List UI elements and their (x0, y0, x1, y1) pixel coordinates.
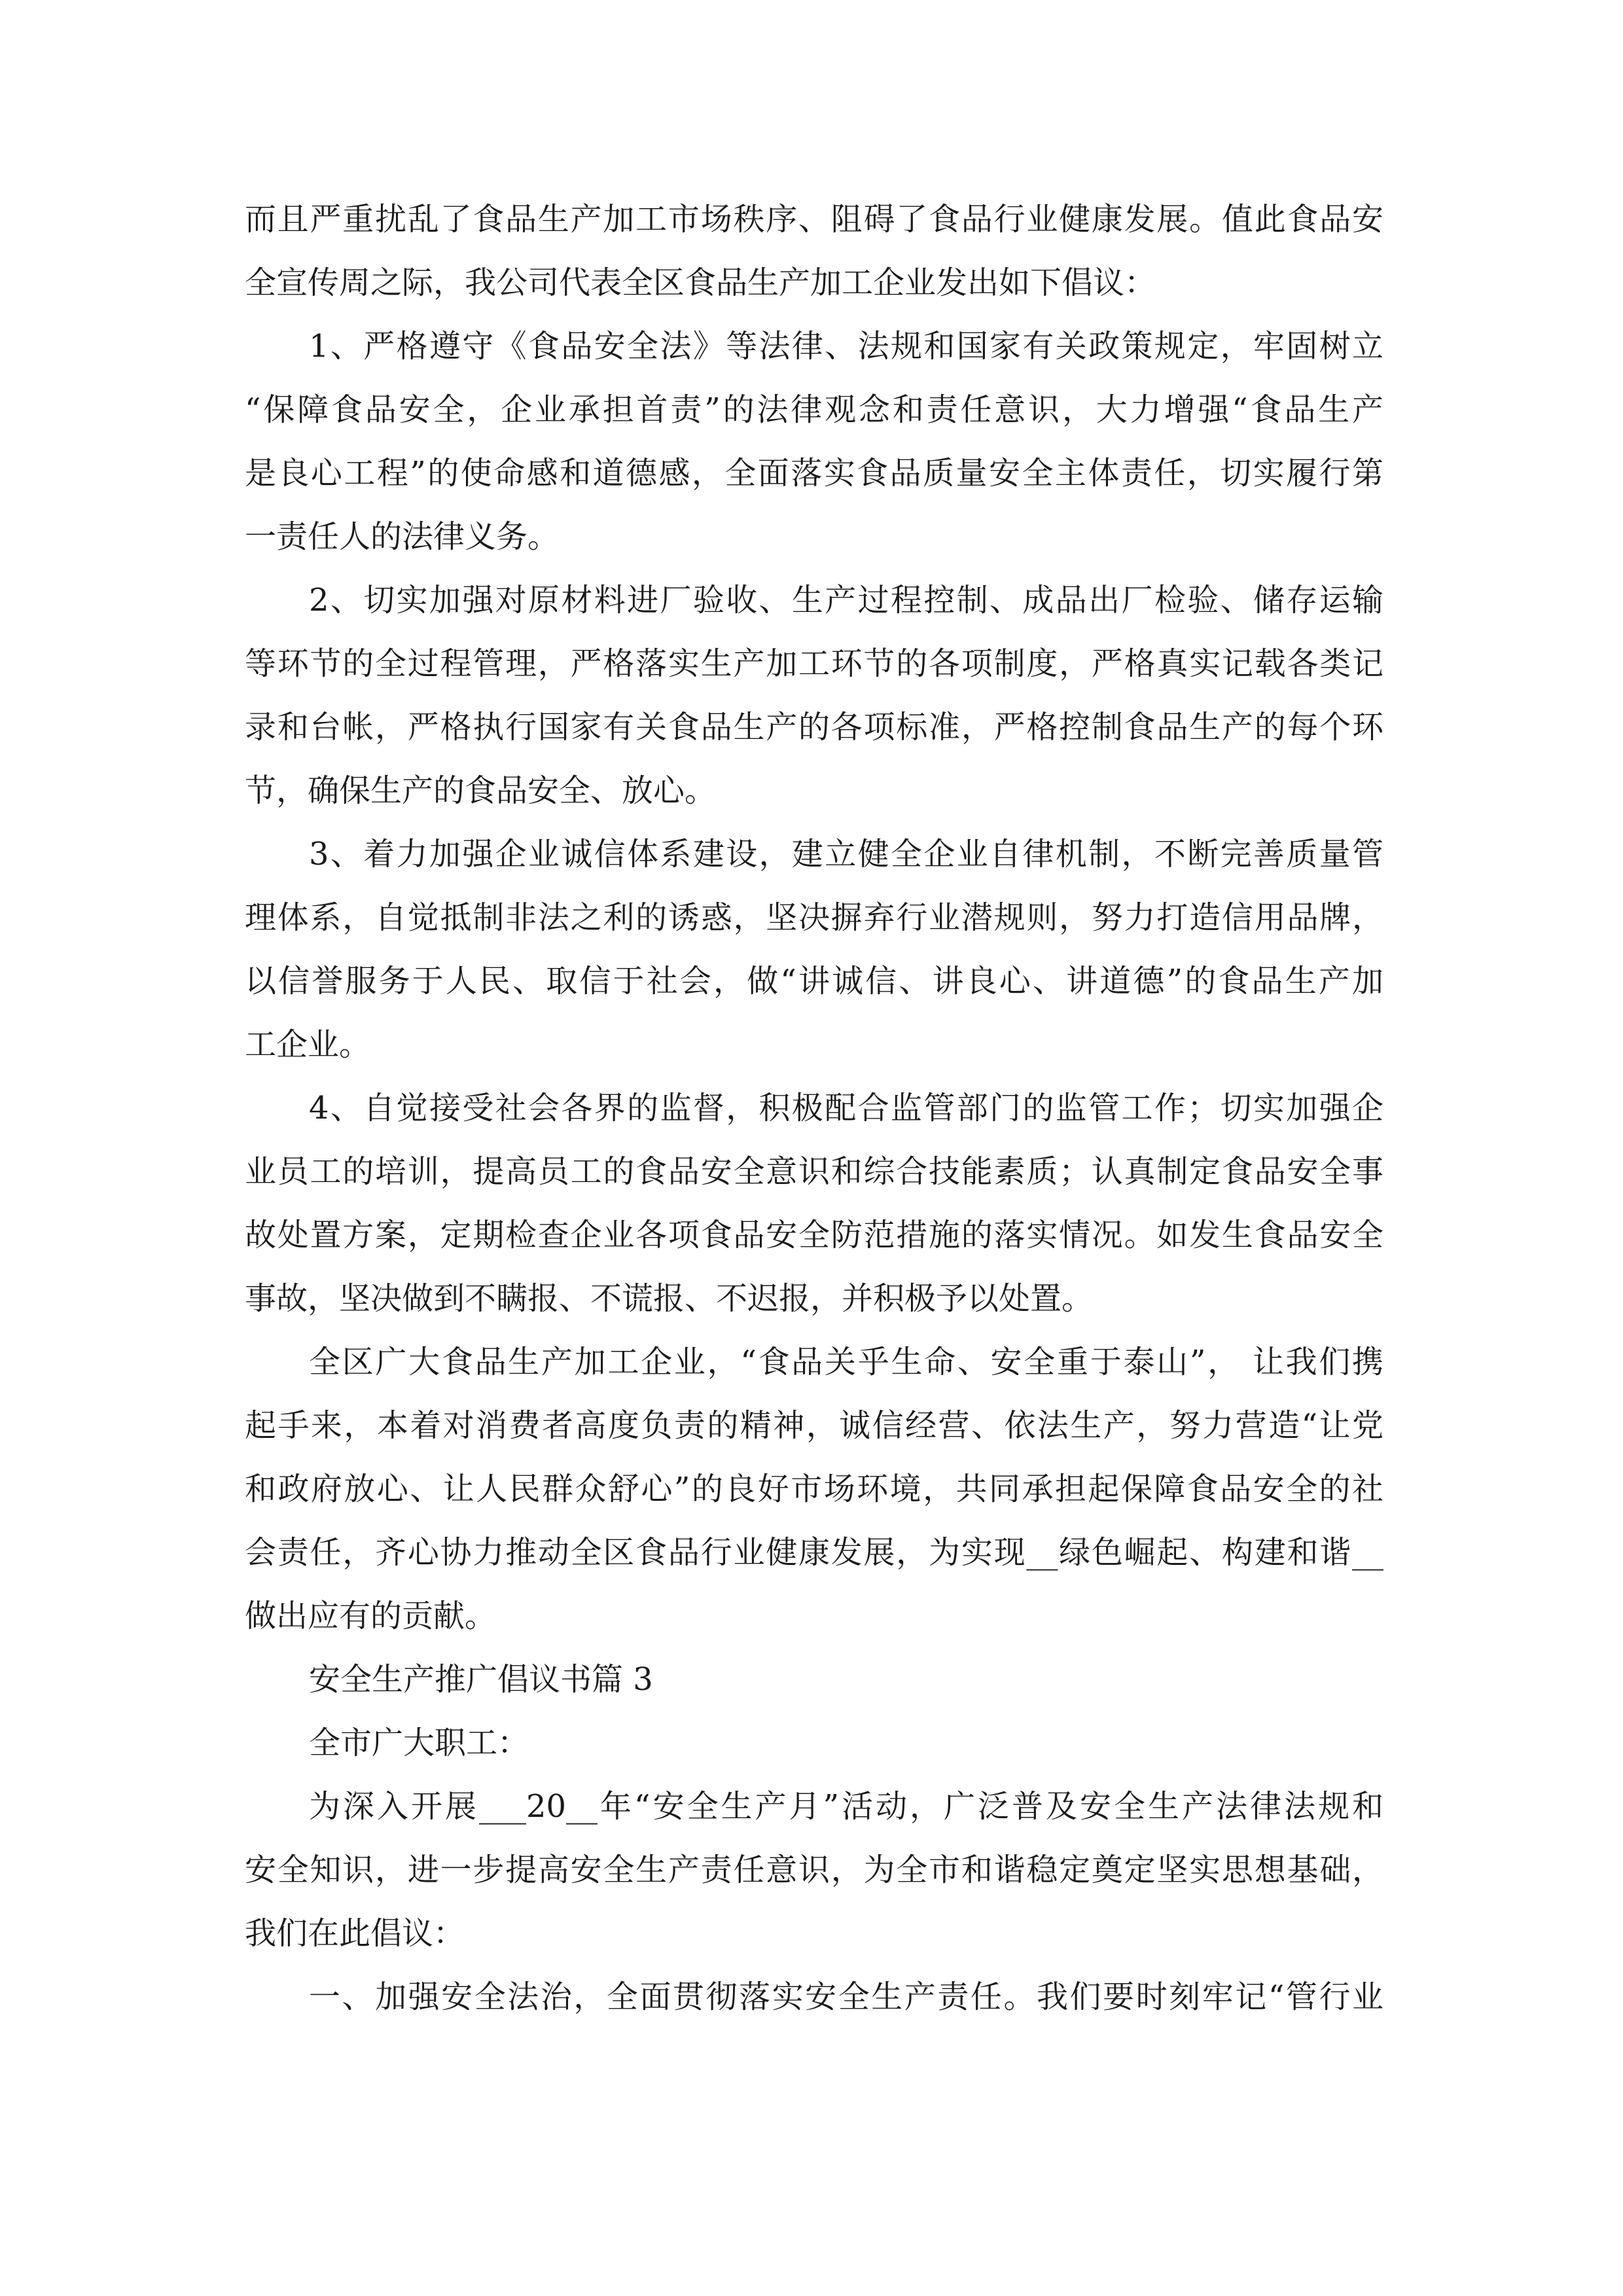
text-line: 一责任人的法律义务。 (245, 518, 560, 555)
text-line: 业员工的培训，提高员工的食品安全意识和综合技能素质；认真制定食品安全事 (245, 1153, 1383, 1190)
text-line: 全宣传周之际，我公司代表全区食品生产加工企业发出如下倡议： (245, 264, 1156, 301)
paragraph-3-start: 3、着力加强企业诚信体系建设，建立健全企业自律机制，不断完善质量管 (309, 836, 1383, 872)
text-line: 起手来，本着对消费者高度负责的精神，诚信经营、依法生产，努力营造“让党 (245, 1407, 1383, 1444)
text-line: “保障食品安全，企业承担首责”的法律观念和责任意识，大力增强“食品生产 (245, 391, 1383, 428)
text-line: 我们在此倡议： (245, 1915, 465, 1952)
text-line: 而且严重扰乱了食品生产加工市场秩序、阻碍了食品行业健康发展。值此食品安 (245, 201, 1383, 238)
paragraph-2-start: 2、切实加强对原材料进厂验收、生产过程控制、成品出厂检验、储存运输 (309, 582, 1383, 619)
text-line: 会责任，齐心协力推动全区食品行业健康发展，为实现__绿色崛起、构建和谐__ (245, 1534, 1383, 1571)
item-one-start: 一、加强安全法治，全面贯彻落实安全生产责任。我们要时刻牢记“管行业 (309, 1979, 1383, 2015)
salutation: 全市广大职工： (309, 1725, 529, 1761)
text-line: 是良心工程”的使命感和道德感，全面落实食品质量安全主体责任，切实履行第 (245, 455, 1383, 492)
text-line: 理体系，自觉抵制非法之利的诱惑，坚决摒弃行业潜规则，努力打造信用品牌， (245, 899, 1383, 936)
text-line: 录和台帐，严格执行国家有关食品生产的各项标准，严格控制食品生产的每个环 (245, 709, 1383, 745)
paragraph-1-start: 1、严格遵守《食品安全法》等法律、法规和国家有关政策规定，牢固树立 (309, 328, 1383, 365)
text-line: 等环节的全过程管理，严格落实生产加工环节的各项制度，严格真实记载各类记 (245, 645, 1383, 682)
text-line: 做出应有的贡献。 (245, 1598, 497, 1634)
intro-paragraph-start: 为深入开展___20__年“安全生产月”活动，广泛普及安全生产法律法规和 (309, 1788, 1383, 1825)
closing-paragraph-start: 全区广大食品生产加工企业，“食品关乎生命、安全重于泰山”， 让我们携 (309, 1344, 1383, 1380)
paragraph-4-start: 4、自觉接受社会各界的监督，积极配合监管部门的监管工作；切实加强企 (309, 1090, 1383, 1126)
text-line: 节，确保生产的食品安全、放心。 (245, 772, 717, 809)
text-line: 故处置方案，定期检查企业各项食品安全防范措施的落实情况。如发生食品安全 (245, 1217, 1383, 1253)
section-heading: 安全生产推广倡议书篇 3 (309, 1661, 653, 1698)
text-line: 以信誉服务于人民、取信于社会，做“讲诚信、讲良心、讲道德”的食品生产加 (245, 963, 1383, 999)
text-line: 事故，坚决做到不瞒报、不谎报、不迟报，并积极予以处置。 (245, 1280, 1094, 1317)
text-line: 安全知识，进一步提高安全生产责任意识，为全市和谐稳定奠定坚实思想基础， (245, 1852, 1383, 1888)
text-line: 和政府放心、让人民群众舒心”的良好市场环境，共同承担起保障食品安全的社 (245, 1471, 1383, 1507)
text-line: 工企业。 (245, 1026, 371, 1063)
